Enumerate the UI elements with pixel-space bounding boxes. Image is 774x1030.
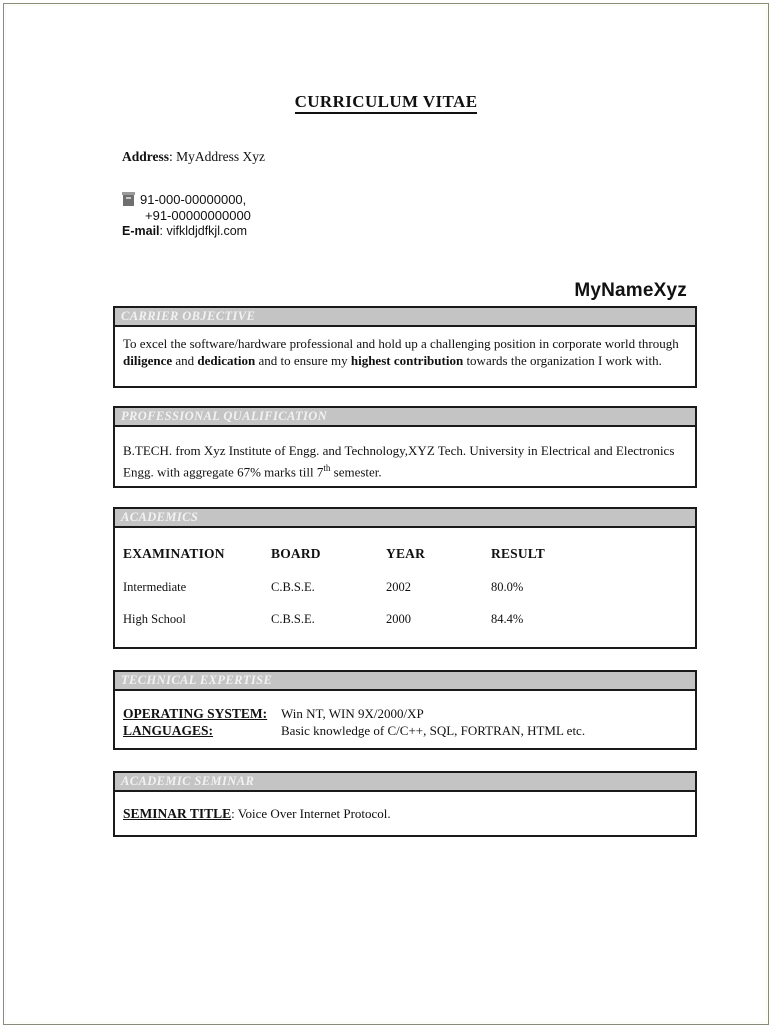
email-separator: : (159, 224, 163, 238)
technical-value-operating-system: Win NT, WIN 9X/2000/XP (281, 706, 424, 721)
academics-table (123, 546, 687, 644)
section-technical-expertise (113, 670, 697, 750)
table-row (123, 611, 687, 644)
telephone-icon (122, 192, 135, 207)
phone-row (122, 192, 251, 208)
seminar-row (123, 806, 687, 823)
section-academic-seminar (113, 771, 697, 837)
objective-text-3: and to ensure my (255, 352, 351, 368)
section-heading-academics: ACADEMICS (115, 509, 695, 528)
page-title-text: CURRICULUM VITAE (295, 92, 478, 114)
table-row (123, 579, 687, 612)
email-value: vifkldjdfkjl.com (166, 224, 248, 238)
seminar-title-label: SEMINAR TITLE (123, 806, 232, 821)
page-title (4, 92, 768, 112)
technical-row-languages (123, 722, 687, 739)
section-heading-carrier-objective: CARRIER OBJECTIVE (115, 308, 695, 327)
cell-board: C.B.S.E. (271, 579, 315, 594)
phone-secondary: +91-00000000000 (145, 207, 251, 223)
technical-label-operating-system: OPERATING SYSTEM: (123, 706, 268, 721)
section-heading-technical-expertise: TECHNICAL EXPERTISE (115, 672, 695, 691)
qualification-text-2: semester. (330, 463, 382, 479)
column-header-board: BOARD (271, 546, 321, 561)
objective-text-2: and (172, 352, 198, 368)
column-header-examination: EXAMINATION (123, 546, 225, 561)
technical-row-operating-system (123, 705, 687, 722)
objective-bold-3: highest contribution (350, 352, 464, 368)
objective-text-1: To excel the software/hardware professional and hold up a challenging position in corporate world through (123, 336, 679, 351)
cell-examination: Intermediate (123, 579, 187, 594)
section-body-professional-qualification (115, 427, 695, 488)
section-academics (113, 507, 697, 649)
technical-value-languages: Basic knowledge of C/C++, SQL, FORTRAN, HTML etc. (281, 723, 586, 738)
section-body-academics (115, 528, 695, 644)
cell-result: 84.4% (491, 612, 524, 626)
cell-year: 2000 (386, 612, 411, 626)
section-body-technical-expertise (115, 691, 695, 739)
objective-text-4: towards the organization I work with. (463, 352, 662, 368)
address-value: MyAddress Xyz (176, 149, 266, 164)
cell-result: 80.0% (491, 579, 524, 594)
column-header-result: RESULT (491, 546, 545, 561)
cell-examination: High School (123, 612, 186, 626)
address-label: Address (122, 149, 170, 164)
table-header-row (123, 546, 687, 579)
section-professional-qualification (113, 406, 697, 488)
cell-board: C.B.S.E. (271, 612, 315, 626)
cell-year: 2002 (386, 579, 411, 594)
person-name: MyNameXyz (574, 280, 687, 301)
address-separator: : (169, 149, 173, 164)
section-heading-academic-seminar: ACADEMIC SEMINAR (115, 773, 695, 792)
seminar-title-value: Voice Over Internet Protocol. (234, 806, 391, 821)
section-body-academic-seminar (115, 792, 695, 823)
objective-bold-2: dedication (197, 352, 256, 368)
contact-block (122, 192, 251, 240)
document-page (3, 3, 769, 1025)
column-header-year: YEAR (386, 546, 426, 561)
email-label: E-mail (122, 224, 160, 238)
seminar-separator: : (231, 806, 235, 821)
objective-bold-1: diligence (123, 352, 173, 368)
section-heading-professional-qualification: PROFESSIONAL QUALIFICATION (115, 408, 695, 427)
technical-label-languages: LANGUAGES: (123, 723, 214, 738)
qualification-superscript: th (323, 462, 331, 473)
address-line (122, 149, 265, 165)
phone-primary: 91-000-00000000, (140, 192, 247, 207)
email-row (122, 224, 251, 240)
qualification-text-1: B.TECH. from Xyz Institute of Engg. and Technology,XYZ Tech. University in Electrical and Electronics Engg. with aggregate 67% marks till 7 (123, 443, 675, 479)
section-body-carrier-objective (115, 327, 695, 377)
section-carrier-objective (113, 306, 697, 388)
